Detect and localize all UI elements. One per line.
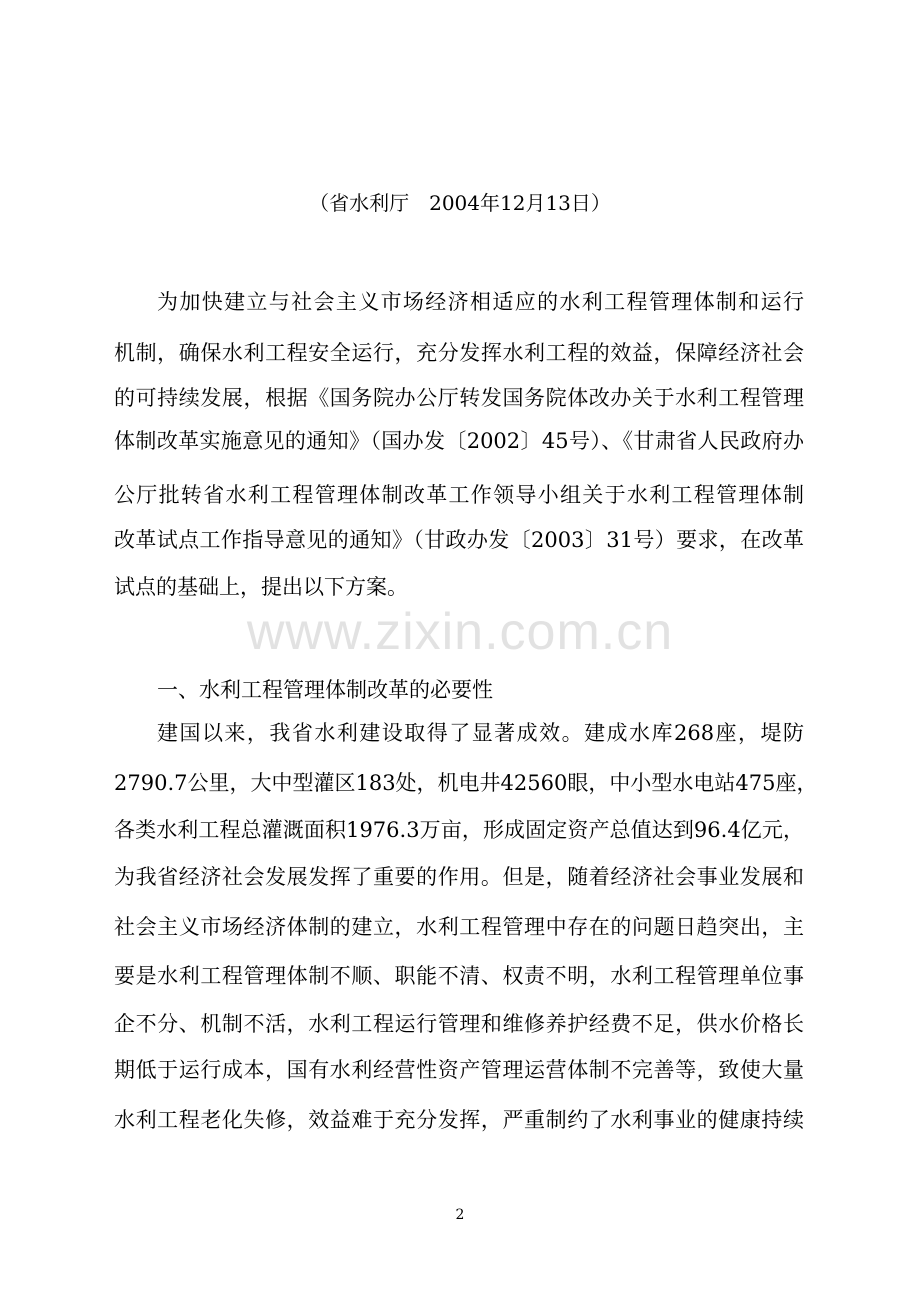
intro-line: 机制，确保水利工程安全运行，充分发挥水利工程的效益，保障经济社会: [114, 341, 804, 365]
section-line: 期低于运行成本，国有水利经营性资产管理运营体制不完善等，致使大量: [114, 1058, 804, 1082]
section-line: 企不分、机制不活，水利工程运行管理和维修养护经费不足，供水价格长: [114, 1012, 804, 1036]
intro-line: 公厅批转省水利工程管理体制改革工作领导小组关于水利工程管理体制: [114, 483, 804, 507]
section-line: 社会主义市场经济体制的建立，水利工程管理中存在的问题日趋突出，主: [114, 915, 804, 939]
section-line: 各类水利工程总灌溉面积1976.3万亩，形成固定资产总值达到96.4亿元，: [114, 818, 804, 842]
intro-line: 为加快建立与社会主义市场经济相适应的水利工程管理体制和运行: [157, 290, 804, 314]
section-line: 建国以来，我省水利建设取得了显著成效。建成水库268座，堤防: [157, 721, 804, 745]
intro-line: 改革试点工作指导意见的通知》（甘政办发〔2003〕31号）要求，在改革: [114, 528, 804, 552]
intro-line: 的可持续发展，根据《国务院办公厅转发国务院体改办关于水利工程管理: [114, 386, 804, 410]
section-line: 水利工程老化失修，效益难于充分发挥，严重制约了水利事业的健康持续: [114, 1108, 804, 1132]
section-line: 2790.7公里，大中型灌区183处，机电井42560眼，中小型水电站475座，: [114, 771, 818, 795]
document-subtitle: （省水利厅 2004年12月13日）: [309, 191, 611, 215]
section-line: 为我省经济社会发展发挥了重要的作用。但是，随着经济社会事业发展和: [114, 865, 804, 889]
intro-line: 试点的基础上，提出以下方案。: [114, 575, 408, 599]
section-line: 要是水利工程管理体制不顺、职能不清、权责不明，水利工程管理单位事: [114, 964, 804, 988]
page-number: 2: [455, 1207, 465, 1223]
section-heading: 一、水利工程管理体制改革的必要性: [157, 678, 493, 702]
intro-line: 体制改革实施意见的通知》（国办发〔2002〕45号）、《甘肃省人民政府办: [114, 429, 804, 453]
watermark-text: www.zixin.com.cn: [246, 603, 674, 661]
